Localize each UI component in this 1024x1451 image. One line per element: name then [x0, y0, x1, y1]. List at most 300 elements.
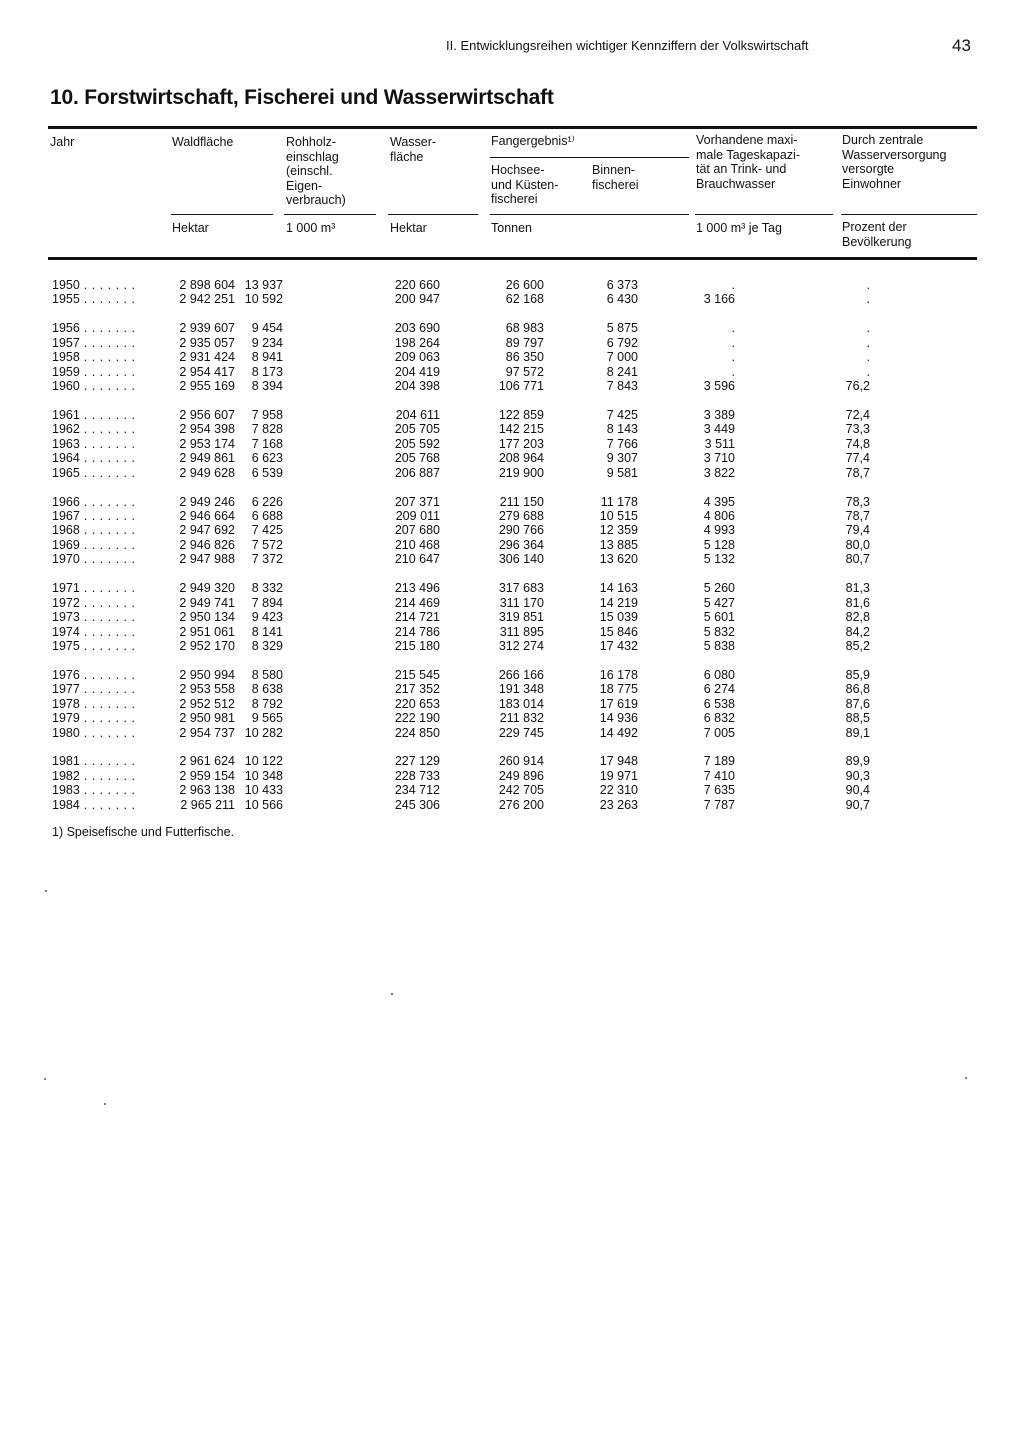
cell-hochseefischerei: 211 150	[499, 494, 544, 509]
table-row	[0, 581, 1024, 595]
cell-waldflaeche: 2 949 741	[179, 595, 235, 610]
cell-year: 1976 . . .	[52, 668, 135, 682]
unit-rule-rohholz	[284, 214, 376, 215]
cell-tageskapazitaet: 3 710	[703, 451, 735, 466]
cell-waldflaeche: 2 959 154	[179, 768, 235, 783]
cell-year: 1973 . . .	[52, 610, 135, 624]
cell-waldflaeche: 2 953 558	[179, 682, 235, 697]
cell-tageskapazitaet: 7 635	[703, 783, 735, 798]
cell-wasserflaeche: 227 129	[394, 754, 440, 769]
cell-hochseefischerei: 266 166	[498, 667, 544, 682]
cell-hochseefischerei: 249 896	[498, 768, 544, 783]
table-row	[0, 668, 1024, 682]
cell-wasserflaeche: 224 850	[394, 725, 440, 740]
cell-rohholzeinschlag: 9 454	[251, 321, 283, 336]
cell-rohholzeinschlag: 10 592	[244, 292, 283, 307]
top-rule	[48, 126, 977, 129]
cell-waldflaeche: 2 952 170	[179, 638, 235, 653]
cell-year: 1959 . . .	[52, 365, 135, 379]
cell-year: 1957 . . .	[52, 336, 135, 350]
cell-wasserflaeche: 204 611	[395, 407, 440, 422]
cell-binnenfischerei: 7 766	[606, 436, 638, 451]
cell-tageskapazitaet: 5 427	[703, 595, 735, 610]
cell-wasserflaeche: 228 733	[394, 768, 440, 783]
cell-wasserflaeche: 215 180	[394, 638, 440, 653]
table-row	[0, 754, 1024, 768]
cell-tageskapazitaet: 7 189	[703, 754, 735, 769]
cell-year: 1955 . . .	[52, 292, 135, 306]
cell-waldflaeche: 2 950 134	[179, 610, 235, 625]
cell-versorgung-prozent: 78,3	[845, 494, 870, 509]
cell-wasserflaeche: 210 468	[394, 537, 440, 552]
cell-binnenfischerei: 9 581	[606, 465, 638, 480]
cell-versorgung-prozent: 72,4	[845, 407, 870, 422]
cell-binnenfischerei: 17 432	[599, 638, 638, 653]
cell-tageskapazitaet: 6 832	[703, 711, 735, 726]
cell-hochseefischerei: 191 348	[498, 682, 544, 697]
unit-wasserflaeche: Hektar	[390, 221, 427, 235]
cell-waldflaeche: 2 939 607	[179, 321, 235, 336]
unit-wasserversorgung: Prozent der Bevölkerung	[842, 220, 912, 249]
header-rohholzeinschlag: Rohholz- einschlag (einschl. Eigen- verbrauch)	[286, 135, 346, 207]
cell-tageskapazitaet: 3 166	[703, 292, 735, 307]
cell-year: 1970 . . .	[52, 552, 135, 566]
cell-tageskapazitaet: 5 601	[703, 610, 735, 625]
cell-versorgung-prozent: 79,4	[845, 523, 870, 538]
cell-hochseefischerei: 311 170	[499, 595, 544, 610]
scan-speck	[391, 993, 393, 995]
cell-year: 1968 . . .	[52, 523, 135, 537]
cell-waldflaeche: 2 956 607	[179, 407, 235, 422]
unit-rule-wasserflaeche	[388, 214, 478, 215]
bottom-header-rule	[48, 257, 977, 260]
cell-waldflaeche: 2 952 512	[179, 696, 235, 711]
cell-waldflaeche: 2 947 988	[179, 552, 235, 567]
table-row	[0, 769, 1024, 783]
cell-versorgung-prozent: 89,9	[845, 754, 870, 769]
cell-versorgung-prozent: 77,4	[845, 451, 870, 466]
unit-fangergebnis: Tonnen	[491, 221, 533, 235]
cell-versorgung-prozent: 81,6	[845, 595, 870, 610]
cell-year: 1963 . . .	[52, 437, 135, 451]
cell-wasserflaeche: 220 653	[394, 696, 440, 711]
cell-hochseefischerei: 183 014	[498, 696, 544, 711]
cell-wasserflaeche: 204 398	[394, 379, 440, 394]
cell-binnenfischerei: 7 000	[606, 350, 638, 365]
cell-hochseefischerei: 122 859	[498, 407, 544, 422]
cell-rohholzeinschlag: 8 638	[251, 682, 283, 697]
cell-waldflaeche: 2 935 057	[179, 335, 235, 350]
fangergebnis-underline	[490, 157, 689, 158]
cell-year: 1975 . . .	[52, 639, 135, 653]
cell-year: 1981 . . .	[52, 754, 135, 768]
cell-wasserflaeche: 209 063	[394, 350, 440, 365]
unit-rohholzeinschlag: 1 000 m³	[286, 221, 336, 235]
unit-waldflaeche: Hektar	[172, 221, 209, 235]
cell-wasserflaeche: 213 496	[394, 581, 440, 596]
cell-waldflaeche: 2 950 994	[179, 667, 235, 682]
table-row	[0, 278, 1024, 292]
cell-binnenfischerei: 9 307	[606, 451, 638, 466]
footnote: 1) Speisefische und Futterfische.	[52, 825, 235, 839]
cell-waldflaeche: 2 942 251	[179, 292, 235, 307]
header-binnenfischerei: Binnen- fischerei	[592, 163, 639, 192]
cell-year: 1961 . . .	[52, 408, 135, 422]
cell-wasserflaeche: 205 768	[394, 451, 440, 466]
cell-tageskapazitaet: 3 596	[703, 379, 735, 394]
table-row	[0, 610, 1024, 624]
cell-tageskapazitaet: 5 128	[703, 537, 735, 552]
cell-tageskapazitaet: 5 132	[703, 552, 735, 567]
cell-waldflaeche: 2 954 417	[179, 364, 235, 379]
cell-wasserflaeche: 205 592	[394, 436, 440, 451]
cell-hochseefischerei: 229 745	[498, 725, 544, 740]
cell-waldflaeche: 2 946 826	[179, 537, 235, 552]
cell-wasserflaeche: 245 306	[394, 797, 440, 812]
cell-tageskapazitaet: 5 838	[703, 638, 735, 653]
cell-versorgung-prozent: 90,3	[845, 768, 870, 783]
cell-versorgung-prozent: 86,8	[845, 682, 870, 697]
cell-binnenfischerei: 14 936	[599, 711, 638, 726]
cell-hochseefischerei: 260 914	[498, 754, 544, 769]
table-row	[0, 379, 1024, 393]
table-row	[0, 697, 1024, 711]
cell-wasserflaeche: 217 352	[394, 682, 440, 697]
unit-rule-kapazitaet	[695, 214, 833, 215]
cell-waldflaeche: 2 954 398	[179, 422, 235, 437]
cell-versorgung-prozent: 74,8	[845, 436, 870, 451]
cell-versorgung-prozent: 85,2	[845, 638, 870, 653]
table-row	[0, 466, 1024, 480]
cell-year: 1962 . . .	[52, 422, 135, 436]
cell-year: 1960 . . .	[52, 379, 135, 393]
cell-wasserflaeche: 220 660	[394, 278, 440, 292]
cell-rohholzeinschlag: 9 234	[251, 335, 283, 350]
cell-waldflaeche: 2 961 624	[179, 754, 235, 769]
cell-versorgung-prozent: 85,9	[845, 667, 870, 682]
cell-versorgung-prozent: .	[866, 278, 870, 292]
cell-rohholzeinschlag: 6 688	[251, 509, 283, 523]
page-number: 43	[952, 36, 971, 55]
cell-hochseefischerei: 296 364	[498, 537, 544, 552]
cell-year: 1958 . . .	[52, 350, 135, 364]
cell-wasserflaeche: 209 011	[395, 509, 440, 523]
cell-tageskapazitaet: 4 806	[703, 509, 735, 523]
cell-waldflaeche: 2 949 320	[179, 581, 235, 596]
cell-hochseefischerei: 97 572	[505, 364, 544, 379]
cell-wasserflaeche: 210 647	[394, 552, 440, 567]
cell-binnenfischerei: 13 885	[599, 537, 638, 552]
cell-binnenfischerei: 11 178	[600, 494, 638, 509]
cell-rohholzeinschlag: 10 348	[244, 768, 283, 783]
header-hochseefischerei: Hochsee- und Küsten- fischerei	[491, 163, 559, 206]
cell-binnenfischerei: 17 619	[599, 696, 638, 711]
header-waldflaeche: Waldfläche	[172, 135, 234, 149]
cell-tageskapazitaet: 4 993	[703, 523, 735, 538]
scan-speck	[44, 1078, 46, 1080]
cell-wasserflaeche: 203 690	[394, 321, 440, 336]
cell-wasserflaeche: 222 190	[394, 711, 440, 726]
cell-waldflaeche: 2 954 737	[179, 725, 235, 740]
cell-hochseefischerei: 86 350	[505, 350, 544, 365]
cell-wasserflaeche: 205 705	[394, 422, 440, 437]
cell-hochseefischerei: 211 832	[499, 711, 544, 726]
cell-binnenfischerei: 6 430	[606, 292, 638, 307]
table-row	[0, 451, 1024, 465]
cell-rohholzeinschlag: 8 394	[251, 379, 283, 394]
cell-wasserflaeche: 214 786	[394, 624, 440, 639]
cell-binnenfischerei: 18 775	[599, 682, 638, 697]
cell-waldflaeche: 2 949 861	[179, 451, 235, 466]
cell-tageskapazitaet: .	[731, 321, 735, 336]
cell-versorgung-prozent: 82,8	[845, 610, 870, 625]
cell-rohholzeinschlag: 8 792	[251, 696, 283, 711]
cell-tageskapazitaet: 6 538	[703, 696, 735, 711]
scan-speck	[104, 1103, 106, 1105]
scan-speck	[965, 1077, 967, 1079]
cell-wasserflaeche: 204 419	[394, 364, 440, 379]
cell-waldflaeche: 2 898 604	[179, 278, 235, 292]
cell-rohholzeinschlag: 7 958	[251, 407, 283, 422]
table-row	[0, 336, 1024, 350]
cell-rohholzeinschlag: 10 122	[244, 754, 283, 769]
cell-versorgung-prozent: .	[866, 335, 870, 350]
cell-versorgung-prozent: .	[866, 364, 870, 379]
cell-year: 1979 . . .	[52, 711, 135, 725]
cell-binnenfischerei: 8 241	[606, 364, 638, 379]
cell-binnenfischerei: 14 163	[599, 581, 638, 596]
cell-hochseefischerei: 276 200	[498, 797, 544, 812]
cell-rohholzeinschlag: 7 572	[251, 537, 283, 552]
table-row	[0, 625, 1024, 639]
cell-tageskapazitaet: 7 005	[703, 725, 735, 740]
unit-rule-versorgung	[841, 214, 977, 215]
cell-year: 1983 . . .	[52, 783, 135, 797]
cell-rohholzeinschlag: 7 828	[251, 422, 283, 437]
unit-rule-waldflaeche	[171, 214, 273, 215]
cell-year: 1966 . . .	[52, 495, 135, 509]
cell-tageskapazitaet: 3 449	[703, 422, 735, 437]
cell-year: 1978 . . .	[52, 697, 135, 711]
table-row	[0, 538, 1024, 552]
cell-rohholzeinschlag: 6 623	[251, 451, 283, 466]
cell-versorgung-prozent: 88,5	[845, 711, 870, 726]
cell-hochseefischerei: 89 797	[505, 335, 544, 350]
unit-tageskapazitaet: 1 000 m³ je Tag	[696, 221, 782, 235]
table-title: 10. Forstwirtschaft, Fischerei und Wasserwirtschaft	[50, 86, 554, 109]
cell-year: 1956 . . .	[52, 321, 135, 335]
table-row	[0, 321, 1024, 335]
cell-tageskapazitaet: 3 389	[703, 407, 735, 422]
cell-versorgung-prozent: 87,6	[845, 696, 870, 711]
table-row	[0, 509, 1024, 523]
table-row	[0, 408, 1024, 422]
cell-year: 1969 . . .	[52, 538, 135, 552]
cell-versorgung-prozent: 80,0	[845, 537, 870, 552]
cell-binnenfischerei: 12 359	[599, 523, 638, 538]
table-row	[0, 437, 1024, 451]
cell-tageskapazitaet: 6 080	[703, 667, 735, 682]
cell-rohholzeinschlag: 7 894	[251, 595, 283, 610]
unit-rule-fang	[490, 214, 689, 215]
cell-rohholzeinschlag: 10 566	[244, 797, 283, 812]
cell-versorgung-prozent: 89,1	[845, 725, 870, 740]
table-body	[0, 278, 1024, 812]
cell-rohholzeinschlag: 8 141	[251, 624, 283, 639]
cell-hochseefischerei: 312 274	[498, 638, 544, 653]
cell-binnenfischerei: 5 875	[606, 321, 638, 336]
cell-waldflaeche: 2 949 628	[179, 465, 235, 480]
cell-rohholzeinschlag: 7 425	[251, 523, 283, 538]
cell-year: 1977 . . .	[52, 682, 135, 696]
cell-year: 1972 . . .	[52, 596, 135, 610]
cell-hochseefischerei: 62 168	[505, 292, 544, 307]
cell-binnenfischerei: 19 971	[599, 768, 638, 783]
cell-hochseefischerei: 142 215	[498, 422, 544, 437]
cell-wasserflaeche: 200 947	[394, 292, 440, 307]
cell-waldflaeche: 2 953 174	[179, 436, 235, 451]
cell-wasserflaeche: 234 712	[394, 783, 440, 798]
cell-wasserflaeche: 215 545	[394, 667, 440, 682]
cell-rohholzeinschlag: 9 565	[251, 711, 283, 726]
cell-binnenfischerei: 22 310	[599, 783, 638, 798]
table-row	[0, 783, 1024, 797]
table-row	[0, 596, 1024, 610]
table-row	[0, 682, 1024, 696]
cell-binnenfischerei: 7 425	[606, 407, 638, 422]
cell-binnenfischerei: 14 492	[599, 725, 638, 740]
cell-year: 1982 . . .	[52, 769, 135, 783]
cell-tageskapazitaet: .	[731, 335, 735, 350]
cell-tageskapazitaet: 7 410	[703, 768, 735, 783]
cell-rohholzeinschlag: 10 433	[244, 783, 283, 798]
cell-hochseefischerei: 279 688	[498, 509, 544, 523]
table-row	[0, 798, 1024, 812]
cell-rohholzeinschlag: 8 329	[251, 638, 283, 653]
cell-hochseefischerei: 317 683	[498, 581, 544, 596]
cell-waldflaeche: 2 951 061	[179, 624, 235, 639]
cell-hochseefischerei: 26 600	[505, 278, 544, 292]
cell-binnenfischerei: 6 373	[606, 278, 638, 292]
cell-rohholzeinschlag: 9 423	[251, 610, 283, 625]
cell-wasserflaeche: 206 887	[394, 465, 440, 480]
cell-binnenfischerei: 10 515	[599, 509, 638, 523]
cell-versorgung-prozent: 80,7	[845, 552, 870, 567]
cell-wasserflaeche: 214 469	[394, 595, 440, 610]
cell-rohholzeinschlag: 8 332	[251, 581, 283, 596]
cell-binnenfischerei: 23 263	[599, 797, 638, 812]
cell-versorgung-prozent: 76,2	[845, 379, 870, 394]
cell-binnenfischerei: 15 039	[599, 610, 638, 625]
cell-binnenfischerei: 15 846	[599, 624, 638, 639]
cell-year: 1980 . . .	[52, 726, 135, 740]
header-tageskapazitaet: Vorhandene maxi- male Tageskapazi- tät an Trink- und Brauchwasser	[696, 133, 800, 191]
cell-tageskapazitaet: 7 787	[703, 797, 735, 812]
cell-versorgung-prozent: 90,4	[845, 783, 870, 798]
cell-wasserflaeche: 214 721	[394, 610, 440, 625]
cell-year: 1984 . . .	[52, 798, 135, 812]
cell-waldflaeche: 2 963 138	[179, 783, 235, 798]
cell-year: 1971 . . .	[52, 581, 135, 595]
cell-waldflaeche: 2 947 692	[179, 523, 235, 538]
cell-rohholzeinschlag: 8 941	[251, 350, 283, 365]
running-head: II. Entwicklungsreihen wichtiger Kennziffern der Volkswirtschaft	[446, 38, 809, 53]
cell-waldflaeche: 2 955 169	[179, 379, 235, 394]
cell-year: 1964 . . .	[52, 451, 135, 465]
cell-binnenfischerei: 13 620	[599, 552, 638, 567]
table-row	[0, 726, 1024, 740]
cell-tageskapazitaet: .	[731, 364, 735, 379]
cell-year: 1974 . . .	[52, 625, 135, 639]
cell-rohholzeinschlag: 13 937	[244, 278, 283, 292]
scan-speck	[45, 890, 47, 892]
table-row	[0, 523, 1024, 537]
cell-hochseefischerei: 208 964	[498, 451, 544, 466]
cell-versorgung-prozent: .	[866, 292, 870, 307]
table-row	[0, 639, 1024, 653]
cell-hochseefischerei: 219 900	[498, 465, 544, 480]
cell-hochseefischerei: 319 851	[498, 610, 544, 625]
cell-tageskapazitaet: .	[731, 278, 735, 292]
table-row	[0, 711, 1024, 725]
cell-hochseefischerei: 311 895	[499, 624, 544, 639]
cell-hochseefischerei: 177 203	[498, 436, 544, 451]
header-wasserflaeche: Wasser- fläche	[390, 135, 437, 164]
cell-tageskapazitaet: 6 274	[703, 682, 735, 697]
cell-wasserflaeche: 207 371	[394, 494, 440, 509]
cell-versorgung-prozent: 73,3	[845, 422, 870, 437]
cell-hochseefischerei: 306 140	[498, 552, 544, 567]
cell-hochseefischerei: 68 983	[505, 321, 544, 336]
header-fangergebnis: Fangergebnis¹⁾	[491, 134, 575, 148]
cell-binnenfischerei: 6 792	[606, 335, 638, 350]
table-row	[0, 495, 1024, 509]
cell-tageskapazitaet: 4 395	[703, 494, 735, 509]
cell-versorgung-prozent: 78,7	[845, 509, 870, 523]
table-row	[0, 292, 1024, 306]
cell-binnenfischerei: 14 219	[599, 595, 638, 610]
cell-tageskapazitaet: 3 822	[703, 465, 735, 480]
cell-waldflaeche: 2 946 664	[179, 509, 235, 523]
cell-rohholzeinschlag: 6 539	[251, 465, 283, 480]
cell-waldflaeche: 2 949 246	[179, 494, 235, 509]
cell-tageskapazitaet: .	[731, 350, 735, 365]
cell-rohholzeinschlag: 8 580	[251, 667, 283, 682]
cell-binnenfischerei: 8 143	[606, 422, 638, 437]
table-row	[0, 422, 1024, 436]
cell-waldflaeche: 2 931 424	[179, 350, 235, 365]
cell-rohholzeinschlag: 10 282	[244, 725, 283, 740]
cell-versorgung-prozent: .	[866, 321, 870, 336]
cell-binnenfischerei: 17 948	[599, 754, 638, 769]
cell-tageskapazitaet: 3 511	[704, 436, 735, 451]
cell-binnenfischerei: 16 178	[599, 667, 638, 682]
cell-versorgung-prozent: 81,3	[845, 581, 870, 596]
cell-rohholzeinschlag: 7 168	[251, 436, 283, 451]
cell-rohholzeinschlag: 7 372	[251, 552, 283, 567]
cell-tageskapazitaet: 5 260	[703, 581, 735, 596]
table-row	[0, 552, 1024, 566]
cell-tageskapazitaet: 5 832	[703, 624, 735, 639]
cell-year: 1967 . . .	[52, 509, 135, 523]
cell-binnenfischerei: 7 843	[606, 379, 638, 394]
cell-versorgung-prozent: 90,7	[845, 797, 870, 812]
cell-waldflaeche: 2 950 981	[179, 711, 235, 726]
cell-waldflaeche: 2 965 211	[180, 797, 235, 812]
cell-wasserflaeche: 207 680	[394, 523, 440, 538]
table-row	[0, 365, 1024, 379]
cell-wasserflaeche: 198 264	[394, 335, 440, 350]
